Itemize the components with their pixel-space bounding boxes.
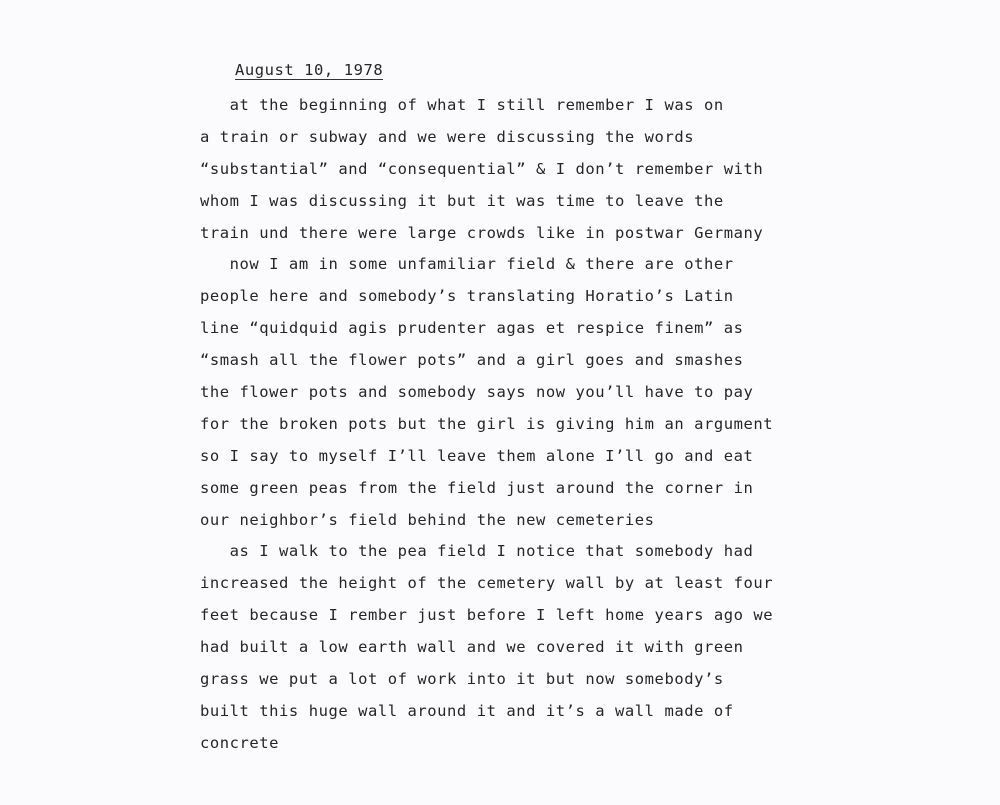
text-line: “substantial” and “consequential” & I don’t remember with	[200, 159, 764, 178]
text-line: whom I was discussing it but it was time to leave the	[200, 191, 724, 210]
text-line: some green peas from the field just around the corner in	[200, 478, 754, 497]
text-line: train und there were large crowds like in postwar Germany	[200, 223, 764, 242]
text-line: as I walk to the pea field I notice that somebody had	[200, 542, 754, 561]
text-line: at the beginning of what I still remember I was on	[200, 96, 724, 114]
text-line: our neighbor’s field behind the new cemeteries	[200, 510, 655, 529]
typewritten-text	[200, 58, 990, 760]
text-body	[200, 90, 990, 760]
text-line: built this huge wall around it and it’s a wall made of	[200, 701, 734, 720]
text-line: for the broken pots but the girl is giving him an argument	[200, 414, 774, 433]
text-line: had built a low earth wall and we covered it with green	[200, 638, 744, 657]
text-line: a train or subway and we were discussing the words	[200, 127, 695, 146]
text-line: so I say to myself I’ll leave them alone I’ll go and eat	[200, 446, 754, 465]
text-line: people here and somebody’s translating Horatio’s Latin	[200, 287, 734, 306]
text-line: feet because I rember just before I left home years ago we	[200, 606, 774, 625]
text-line: now I am in some unfamiliar field & there are other	[200, 255, 734, 274]
date-heading: August 10, 1978	[235, 61, 384, 79]
text-line: “smash all the flower pots” and a girl goes and smashes	[200, 351, 744, 370]
text-line: the flower pots and somebody says now you’ll have to pay	[200, 383, 754, 402]
text-line: grass we put a lot of work into it but now somebody’s	[200, 670, 724, 689]
text-line: line “quidquid agis prudenter agas et respice finem” as	[200, 319, 744, 338]
text-line: increased the height of the cemetery wall by at least four	[200, 574, 774, 593]
text-line: concrete	[200, 733, 280, 752]
